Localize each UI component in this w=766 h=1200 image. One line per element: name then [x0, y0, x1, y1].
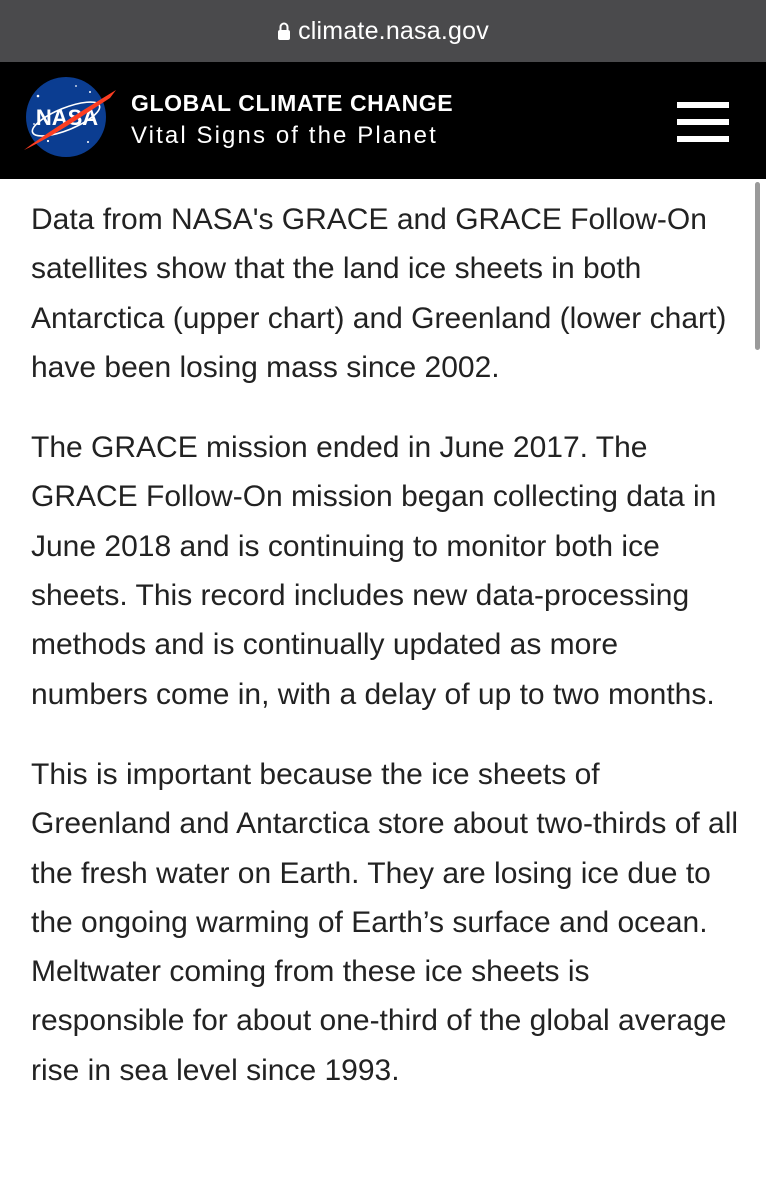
article-body	[31, 195, 739, 1095]
menu-line	[677, 102, 729, 108]
url-display[interactable]	[277, 17, 489, 46]
site-subtitle: Vital Signs of the Planet	[131, 122, 438, 149]
url-text: climate.nasa.gov	[298, 16, 489, 45]
menu-line	[677, 136, 729, 142]
nasa-logo[interactable]	[18, 76, 118, 158]
browser-address-bar[interactable]	[0, 0, 766, 62]
scrollbar[interactable]	[755, 182, 760, 350]
article-paragraph: The GRACE mission ended in June 2017. The GRACE Follow-On mission began collecting data in June 2018 and is continuing to monitor both ice sheets. This record includes new data-processing methods and is continually updated as more numbers come in, with a delay of up to two months.	[31, 431, 717, 711]
site-header	[0, 62, 766, 179]
article-paragraph: Data from NASA's GRACE and GRACE Follow-On satellites show that the land ice sheets in both Antarctica (upper chart) and Greenland (lower chart) have been losing mass since 2002.	[31, 203, 727, 384]
hamburger-menu-icon[interactable]	[675, 98, 731, 144]
logo-text: NASA	[35, 105, 99, 130]
lock-icon	[277, 21, 291, 41]
article-paragraph: This is important because the ice sheets of Greenland and Antarctica store about two-thirds of all the fresh water on Earth. They are losing ice due to the ongoing warming of Earth’s surface and ocean. Meltwater coming from these ice sheets is responsible for about one-third of the global average rise in sea level since 1993.	[31, 757, 739, 1087]
menu-line	[677, 119, 729, 125]
site-title[interactable]: GLOBAL CLIMATE CHANGE	[131, 90, 454, 116]
